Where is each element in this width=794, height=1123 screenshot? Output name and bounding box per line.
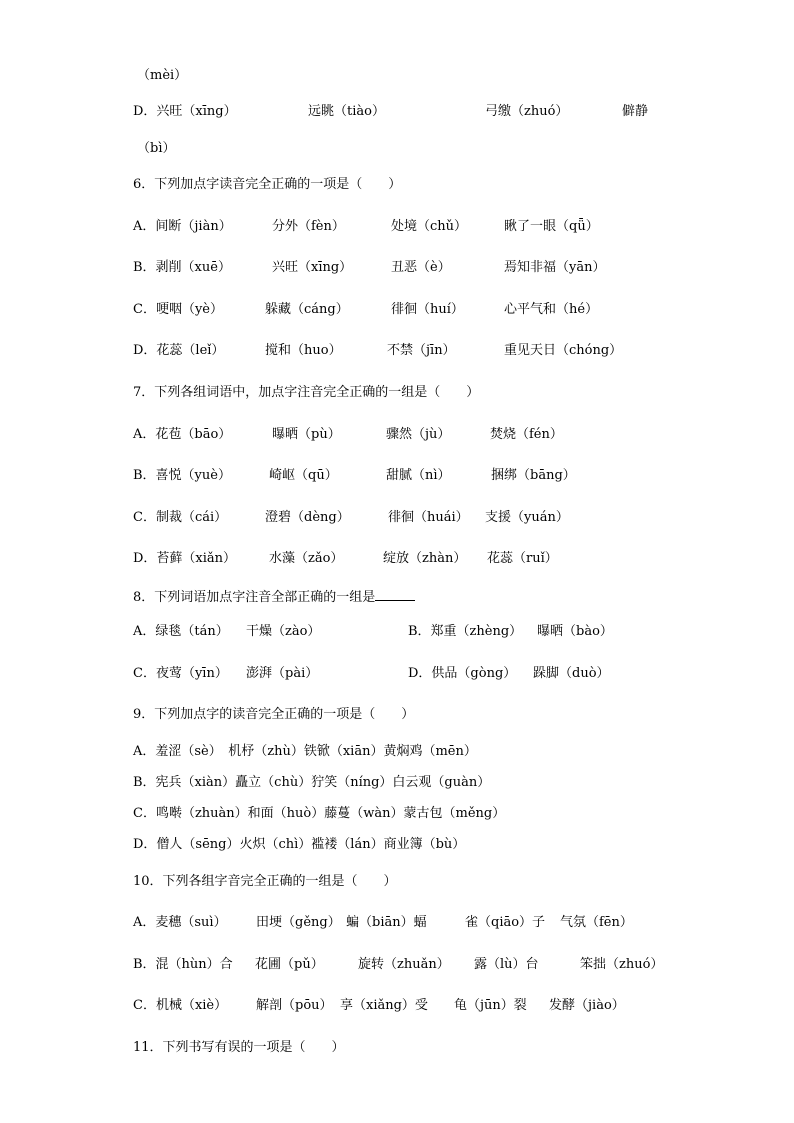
option-item: 澄碧（dèng） (265, 510, 350, 525)
option-item: 旋转（zhuǎn） (358, 957, 450, 972)
option-item: 干燥（zào） (246, 624, 321, 639)
option-item: 重见天日（chóng） (504, 343, 623, 358)
question-10 (133, 874, 397, 890)
option-item: A．麦穗（suì） (133, 915, 227, 930)
option-item: 曝晒（pù） (272, 427, 341, 442)
option-item: 躲藏（cáng） (265, 302, 349, 317)
option-item: 心平气和（hé） (504, 302, 599, 317)
question-text: 11．下列书写有误的一项是（ ） (133, 1040, 345, 1055)
question-text: 6．下列加点字读音完全正确的一项是（ ） (133, 177, 402, 192)
option-item: 远眺（tiào） (308, 104, 385, 119)
option-item: 花圃（pǔ） (255, 957, 324, 972)
option-item: C．夜莺（yīn） (133, 666, 228, 681)
question-6 (133, 177, 401, 193)
option-item: B．宪兵（xiàn）矗立（chù）狞笑（níng）白云观（guàn） (133, 775, 491, 790)
option-item: 澎湃（pài） (246, 666, 319, 681)
option-item: B．剥削（xuē） (133, 260, 231, 275)
option-item: 兴旺（xīng） (272, 260, 353, 275)
option-item: D．僧人（sēng）火炽（chì）褴褛（lán）商业簿（bù） (133, 837, 466, 852)
option-item: D．供品（gòng） (408, 666, 517, 681)
question-11 (133, 1040, 345, 1056)
pinyin-continuation: （bì） (137, 141, 176, 156)
text-line (137, 141, 175, 157)
option-item: A．间断（jiàn） (133, 219, 232, 234)
option-item: A．花苞（bāo） (133, 427, 232, 442)
option-item: 捆绑（bāng） (491, 468, 576, 483)
option-item: 徘徊（huái） (388, 510, 469, 525)
question-text: 10．下列各组字音完全正确的一组是（ ） (133, 874, 397, 889)
option-item: 崎岖（qū） (269, 468, 338, 483)
question-text: 7．下列各组词语中，加点字注音完全正确的一组是（ ） (133, 385, 480, 400)
option-item: D．兴旺（xīng） (133, 104, 237, 119)
option-item: 徘徊（huí） (391, 302, 464, 317)
option-item: 露（lù）台 (474, 957, 539, 972)
option-item: 支援（yuán） (485, 510, 569, 525)
text-line (137, 68, 187, 84)
question-9 (133, 707, 414, 723)
option-item: B．喜悦（yuè） (133, 468, 231, 483)
option-item: C．制裁（cái） (133, 510, 228, 525)
option-item: 瞅了一眼（qǖ） (504, 219, 599, 234)
option-item: 龟（jūn）裂 (454, 998, 527, 1013)
option-item: 跺脚（duò） (533, 666, 610, 681)
question-7 (133, 385, 479, 401)
question-text: 8．下列词语加点字注音全部正确的一组是 (133, 590, 376, 605)
option-item: 绽放（zhàn） (383, 551, 467, 566)
option-item: 焚烧（fén） (490, 427, 563, 442)
option-item: 甜腻（nì） (386, 468, 451, 483)
question-8 (133, 588, 415, 604)
pinyin-continuation: （mèi） (137, 68, 188, 83)
option-item: 骤然（jù） (386, 427, 451, 442)
option-item: 弓缴（zhuó） (485, 104, 569, 119)
option-item: 享（xiǎng）受 (340, 998, 428, 1013)
option-line (133, 837, 465, 853)
option-item: 不禁（jīn） (387, 343, 456, 358)
option-item: B．郑重（zhèng） (408, 624, 523, 639)
option-line (133, 806, 505, 822)
option-item: 雀（qiāo）子 (465, 915, 546, 930)
option-item: A．绿毯（tán） (133, 624, 229, 639)
option-item: 曝晒（bào） (537, 624, 613, 639)
option-item: A．羞涩（sè） 机杼（zhù）铁锨（xiān）黄焖鸡（mēn） (133, 744, 477, 759)
option-item: 丑恶（è） (391, 260, 451, 275)
question-text: 9．下列加点字的读音完全正确的一项是（ ） (133, 707, 415, 722)
option-item: C．机械（xiè） (133, 998, 228, 1013)
option-item: 分外（fèn） (272, 219, 345, 234)
option-item: 僻静 (622, 104, 649, 119)
option-item: 蝙（biān）蝠 (346, 915, 427, 930)
option-item: 搅和（huo） (265, 343, 342, 358)
option-item: D．花蕊（leǐ） (133, 343, 225, 358)
option-item: 焉知非福（yān） (504, 260, 606, 275)
option-item: 花蕊（ruǐ） (487, 551, 558, 566)
option-item: 笨拙（zhuó） (580, 957, 664, 972)
option-line (133, 744, 477, 760)
option-item: 气氛（fēn） (560, 915, 633, 930)
option-item: B．混（hùn）合 (133, 957, 233, 972)
option-item: 水藻（zǎo） (269, 551, 344, 566)
option-item: D．苔藓（xiǎn） (133, 551, 237, 566)
option-item: C．鸣啭（zhuàn）和面（huò）藤蔓（wàn）蒙古包（měng） (133, 806, 506, 821)
option-line (133, 775, 490, 791)
option-item: 解剖（pōu） (256, 998, 333, 1013)
option-item: C．哽咽（yè） (133, 302, 223, 317)
option-item: 处境（chǔ） (391, 219, 468, 234)
option-item: 发酵（jiào） (549, 998, 625, 1013)
option-item: 田埂（gěng） (256, 915, 341, 930)
answer-blank (375, 588, 415, 601)
